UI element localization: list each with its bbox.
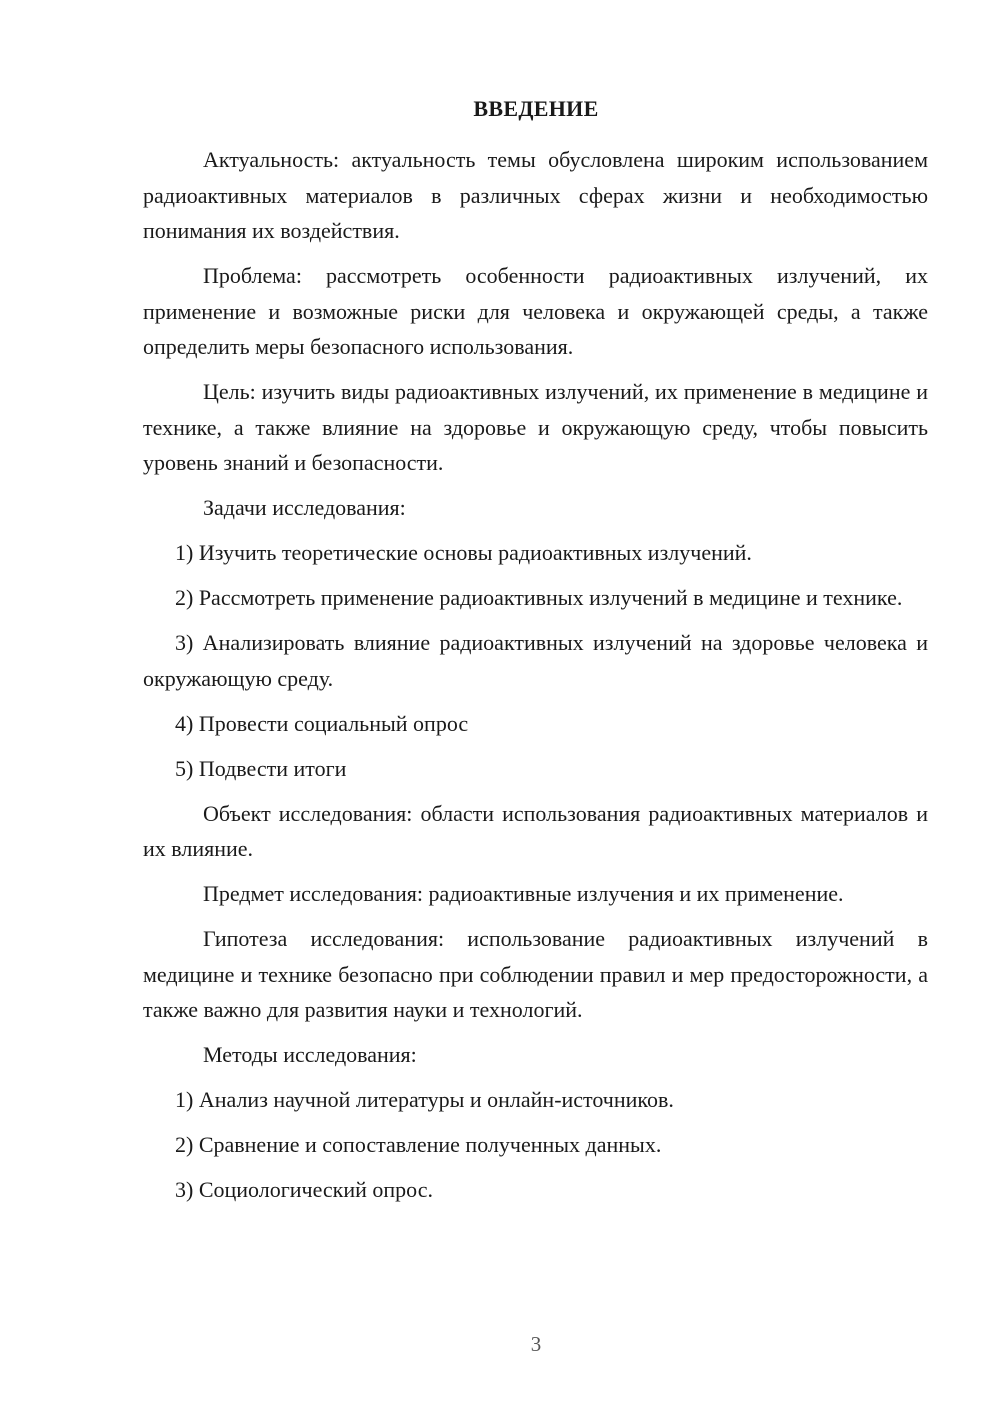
subject-paragraph: Предмет исследования: радиоактивные излучения и их применение. xyxy=(203,881,844,906)
task-item-2: 2) Рассмотреть применение радиоактивных излучений в медицине и технике. xyxy=(175,585,903,610)
method-item-1: 1) Анализ научной литературы и онлайн-источников. xyxy=(175,1087,674,1112)
task-item-4: 4) Провести социальный опрос xyxy=(175,710,469,736)
task-item-5: 5) Подвести итоги xyxy=(175,755,347,781)
page-number: 3 xyxy=(530,1332,542,1356)
relevance-paragraph: Актуальность: актуальность темы обусловлена широким использованием радиоактивных материалов в различных сферах жизни и необходимостью понимания их воздействия. xyxy=(143,147,928,243)
object-paragraph: Объект исследования: области использования радиоактивных материалов и их влияние. xyxy=(143,800,928,861)
method-item-2: 2) Сравнение и сопоставление полученных данных. xyxy=(175,1132,662,1157)
section-heading: ВВЕДЕНИЕ xyxy=(473,96,599,121)
task-item-1: 1) Изучить теоретические основы радиоактивных излучений. xyxy=(175,540,752,565)
hypothesis-paragraph: Гипотеза исследования: использование радиоактивных излучений в медицине и технике безопасно при соблюдении правил и мер предосторожности, а также важно для развития науки и технологий. xyxy=(143,926,928,1022)
goal-paragraph: Цель: изучить виды радиоактивных излучений, их применение в медицине и технике, а также влияние на здоровье и окружающую среду, чтобы повысить уровень знаний и безопасности. xyxy=(143,379,928,475)
method-item-3: 3) Социологический опрос. xyxy=(175,1177,433,1202)
problem-paragraph: Проблема: рассмотреть особенности радиоактивных излучений, их применение и возможные риски для человека и окружающей среды, а также определить меры безопасного использования. xyxy=(143,263,928,359)
task-item-3: 3) Анализировать влияние радиоактивных излучений на здоровье человека и окружающую среду. xyxy=(143,630,928,691)
document-body xyxy=(143,142,928,1217)
tasks-heading: Задачи исследования: xyxy=(203,495,406,520)
methods-heading: Методы исследования: xyxy=(203,1042,417,1067)
